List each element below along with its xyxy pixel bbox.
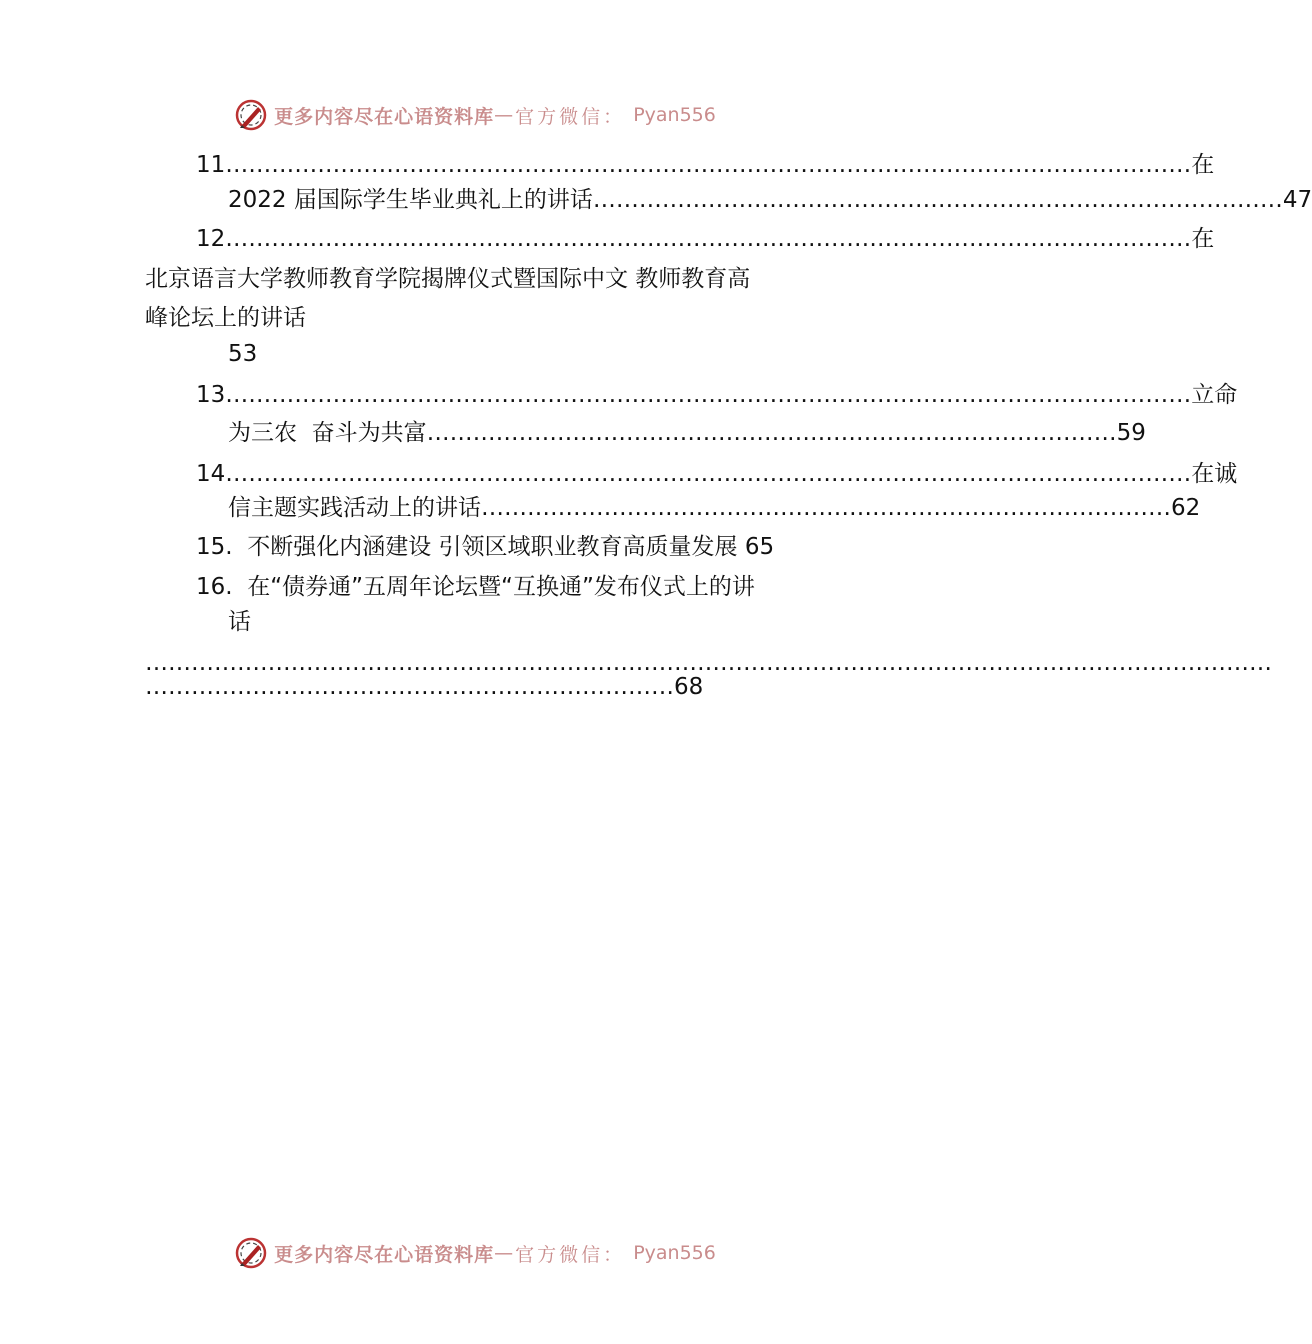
header-brand: 更多内容尽在心语资料库	[274, 105, 495, 128]
pen-logo-icon	[234, 1236, 268, 1270]
toc-entry-13-number: 13	[196, 382, 226, 408]
toc-entry-11-tail: 在	[1191, 152, 1215, 178]
toc-entry-14-title: 信主题实践活动上的讲话	[228, 495, 481, 521]
toc-dot-leader: ……………………………………………………………	[145, 674, 674, 700]
toc-entry-12-line1	[196, 222, 1215, 256]
toc-entry-13-title: 为三农 奋斗为共富	[228, 420, 427, 446]
toc-entry-14-page: 62	[1171, 495, 1201, 521]
toc-entry-14-line2	[228, 491, 1201, 525]
header-wechat-label: 官方微信：	[515, 105, 626, 128]
header-watermark	[0, 95, 950, 135]
toc-entry-15: 15. 不断强化内涵建设 引领区域职业教育高质量发展 65	[196, 534, 775, 560]
toc-dot-leader: ………………………………………………………………………………………………………………	[225, 461, 1192, 487]
toc-entry-11-number: 11	[196, 152, 226, 178]
toc-entry-11-line1	[196, 148, 1215, 182]
toc-entry-11-page: 47	[1282, 187, 1312, 213]
toc-entry-13-line2	[228, 416, 1146, 450]
footer-watermark	[0, 1233, 950, 1273]
toc-entry-12-title-line1: 北京语言大学教师教育学院揭牌仪式暨国际中文 教师教育高	[145, 266, 751, 292]
toc-entry-14-tail: 在诚	[1191, 461, 1238, 487]
toc-entry-11-title: 2022 届国际学生毕业典礼上的讲话	[228, 187, 593, 213]
toc-entry-16-line1: 16. 在“债券通”五周年论坛暨“互换通”发布仪式上的讲	[196, 574, 755, 600]
toc-dot-leader: ………………………………………………………………………………	[426, 420, 1117, 446]
toc-entry-12-title-line2: 峰论坛上的讲话	[145, 305, 306, 331]
pen-logo-icon	[234, 98, 268, 132]
toc-dot-leader: ………………………………………………………………………………………………………………	[225, 152, 1192, 178]
toc-entry-16-line2: 话	[228, 609, 251, 635]
toc-entry-16-line4	[145, 670, 704, 704]
toc-entry-14-line1	[196, 457, 1238, 491]
toc-entry-13-page: 59	[1116, 420, 1146, 446]
toc-entry-12-number: 12	[196, 226, 226, 252]
toc-entry-16-page: 68	[674, 674, 704, 700]
toc-entry-11-line2	[228, 183, 1312, 217]
toc-entry-12-page: 53	[228, 341, 258, 367]
header-dash: —	[494, 104, 514, 126]
footer-brand: 更多内容尽在心语资料库	[274, 1243, 495, 1266]
toc-entry-13-line1	[196, 378, 1238, 412]
toc-entry-14-number: 14	[196, 461, 226, 487]
header-account: Pyan556	[633, 104, 716, 126]
toc-entry-13-tail: 立命	[1191, 382, 1238, 408]
toc-entry-12-tail: 在	[1191, 226, 1215, 252]
toc-dot-leader: ………………………………………………………………………………	[592, 187, 1283, 213]
toc-dot-leader: ………………………………………………………………………………	[481, 495, 1171, 521]
footer-dash: —	[494, 1242, 514, 1264]
toc-dot-leader: ………………………………………………………………………………………………………………	[225, 382, 1192, 408]
toc-dot-leader-row: …………………………………………………………………………………………………………………………………	[145, 650, 1272, 676]
toc-dot-leader: ………………………………………………………………………………………………………………	[225, 226, 1192, 252]
footer-account: Pyan556	[633, 1242, 716, 1264]
footer-wechat-label: 官方微信：	[515, 1243, 626, 1266]
